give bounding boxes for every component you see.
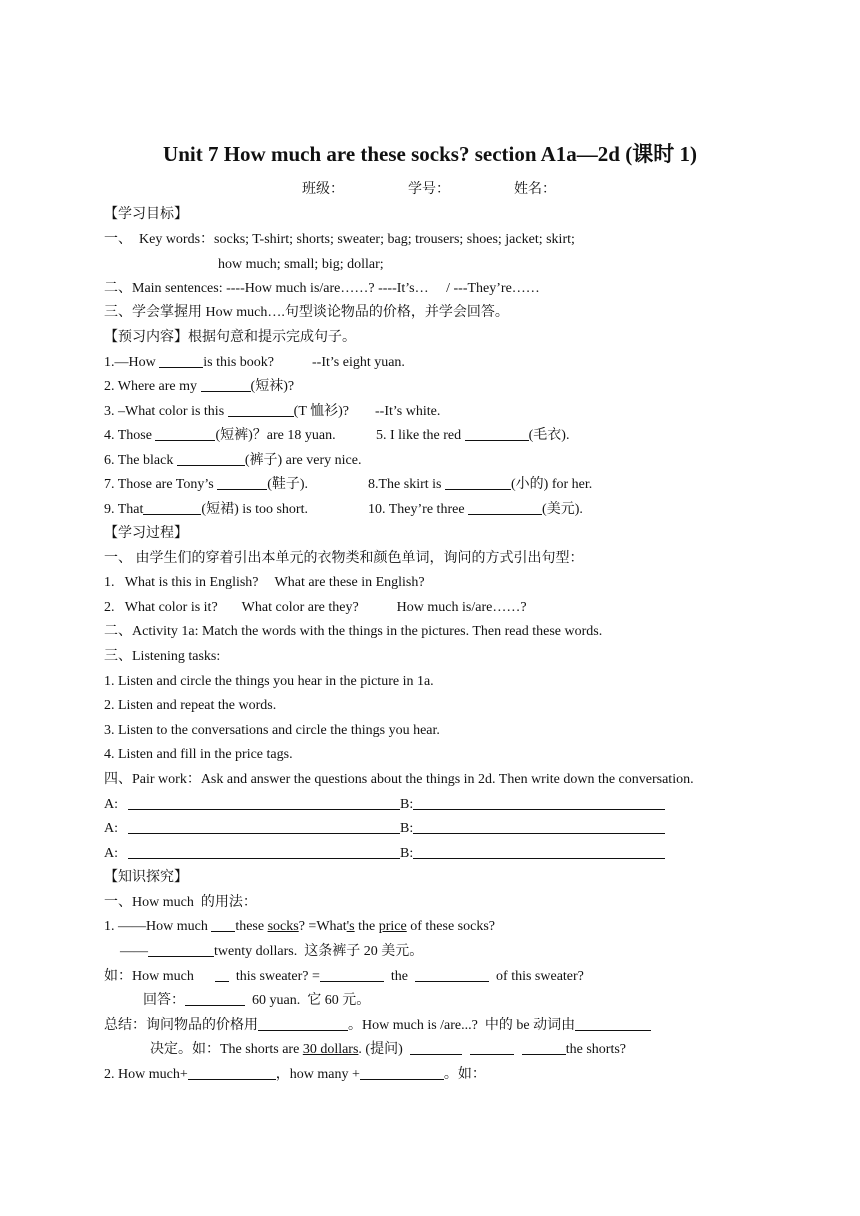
answer-blank[interactable] [468, 500, 542, 515]
exercise-text: (小的) for her. [511, 477, 593, 492]
preview-heading: 【预习内容】根据句意和提示完成句子。 [104, 330, 356, 345]
example-text: ? =What [298, 919, 347, 934]
answer-blank[interactable] [148, 942, 214, 957]
exercise-text: 4. Those [104, 428, 156, 443]
underlined-word: 30 dollars [302, 1042, 359, 1057]
process-step-3: 三、Listening tasks: [104, 649, 221, 664]
listening-task-4: 4. Listen and fill in the price tags. [104, 747, 293, 762]
answer-blank[interactable] [320, 967, 384, 982]
example-text: of this sweater? [489, 969, 584, 984]
summary-line-1 [104, 1016, 651, 1036]
exercise-text: (T 恤衫)? [293, 404, 349, 419]
question-text: 2. What color is it? [104, 600, 218, 615]
exercise-5 [376, 426, 569, 446]
answer-blank[interactable] [215, 967, 229, 982]
exercise-text: 1.—How [104, 355, 160, 370]
exercise-text: --It’s eight yuan. [312, 355, 405, 370]
summary-text: the shorts? [565, 1042, 627, 1057]
answer-blank[interactable] [188, 1065, 276, 1080]
main-sentences-line: 二、Main sentences: ----How much is/are……? ----It’s… / ---They’re…… [104, 281, 540, 296]
listening-task-3: 3. Listen to the conversations and circle the things you hear. [104, 723, 440, 738]
page-title: Unit 7 How much are these socks? section A1a—2d (课时 1) [163, 142, 697, 166]
question-text: How much is/are……? [396, 600, 527, 615]
exercise-1 [104, 353, 405, 373]
answer-blank[interactable] [211, 917, 235, 932]
process-heading: 【学习过程】 [104, 526, 188, 541]
speaker-b-label: B: [400, 821, 414, 836]
example-text: the [383, 969, 416, 984]
example-text: 。如： [443, 1067, 486, 1082]
class-field-label: 班级： [302, 182, 344, 197]
answer-blank[interactable] [410, 1040, 462, 1055]
listening-task-2: 2. Listen and repeat the words. [104, 698, 277, 713]
example-text: 60 yuan. 它 60 元。 [245, 993, 371, 1008]
underlined-word: price [378, 919, 407, 934]
summary-text: 决定。如：The shorts are [150, 1042, 303, 1057]
conversation-blank-a[interactable] [128, 795, 400, 810]
question-text: 1. What is this in English? [104, 575, 259, 590]
exercise-9 [104, 500, 308, 520]
exercise-text: 3. –What color is this [104, 404, 228, 419]
summary-text: 。How much is /are...? 中的 be 动词由 [348, 1018, 576, 1033]
process-step-2: 二、Activity 1a: Match the words with the things in the pictures. Then read these words. [104, 624, 603, 639]
goal-three-line: 三、学会掌握用 How much….句型谈论物品的价格，并学会回答。 [104, 305, 509, 320]
answer-blank[interactable] [470, 1040, 514, 1055]
process-step-4: 四、Pair work：Ask and answer the questions about the things in 2d. Then write down the conversation. [104, 772, 694, 787]
answer-blank[interactable] [465, 426, 529, 441]
exercise-8 [368, 475, 592, 495]
answer-blank[interactable] [155, 426, 215, 441]
exercise-text: 5. I like the red [376, 428, 465, 443]
speaker-a-label: A: [104, 846, 118, 861]
goals-heading: 【学习目标】 [104, 207, 188, 222]
exercise-text: (短袜)? [250, 379, 295, 394]
exercise-7 [104, 475, 308, 495]
exercise-text: 6. The black [104, 453, 177, 468]
answer-blank[interactable] [159, 353, 203, 368]
answer-blank[interactable] [360, 1065, 444, 1080]
exercise-text: (裤子) are very nice. [244, 453, 362, 468]
speaker-b-label: B: [400, 797, 414, 812]
speaker-a-label: A: [104, 797, 118, 812]
example-text: 如：How much [104, 969, 215, 984]
conversation-row [104, 844, 665, 864]
conversation-blank-b[interactable] [413, 819, 665, 834]
example-text: the [354, 919, 379, 934]
question-text: What are these in English? [274, 575, 425, 590]
answer-blank[interactable] [177, 451, 245, 466]
name-field-label: 姓名： [514, 182, 556, 197]
answer-blank[interactable] [575, 1016, 651, 1031]
answer-blank[interactable] [522, 1040, 566, 1055]
example-text: twenty dollars. 这条裤子 20 美元。 [214, 944, 424, 959]
student-number-field-label: 学号： [408, 182, 450, 197]
summary-line-2 [150, 1040, 626, 1060]
example-text: 回答： [143, 993, 185, 1008]
example-line-4 [143, 991, 370, 1011]
conversation-blank-b[interactable] [413, 795, 665, 810]
how-much-many-line [104, 1065, 486, 1085]
conversation-row [104, 795, 665, 815]
answer-blank[interactable] [185, 991, 245, 1006]
exercise-text: 8.The skirt is [368, 477, 445, 492]
exercise-2 [104, 377, 294, 397]
exercise-4 [104, 426, 336, 446]
conversation-blank-a[interactable] [128, 844, 400, 859]
underlined-word: socks [267, 919, 299, 934]
process-step-1: 一、 由学生们的穿着引出本单元的衣物类和颜色单词，询问的方式引出句型： [104, 551, 584, 566]
summary-text: 总结：询问物品的价格用 [104, 1018, 258, 1033]
question-line-1 [104, 573, 425, 593]
exercise-text: (毛衣). [528, 428, 570, 443]
exercise-text: (美元). [542, 502, 583, 517]
how-much-usage-heading: 一、How much 的用法： [104, 895, 257, 910]
example-text: —— [120, 944, 148, 959]
exercise-text: 10. They’re three [368, 502, 469, 517]
answer-blank[interactable] [415, 967, 489, 982]
example-line-2 [120, 942, 423, 962]
underlined-word: 's [346, 919, 355, 934]
question-line-2 [104, 598, 527, 618]
key-words-line-2: how much; small; big; dollar; [218, 257, 384, 272]
example-text: of these socks? [406, 919, 495, 934]
conversation-blank-b[interactable] [413, 844, 665, 859]
summary-text: . (提问) [358, 1042, 410, 1057]
exercise-text: (短裤)？are 18 yuan. [215, 428, 336, 443]
conversation-blank-a[interactable] [128, 819, 400, 834]
answer-blank[interactable] [445, 475, 511, 490]
exercise-text: 9. That [104, 502, 144, 517]
exercise-6 [104, 451, 361, 471]
answer-blank[interactable] [228, 402, 294, 417]
example-line-3 [104, 967, 584, 987]
listening-task-1: 1. Listen and circle the things you hear in the picture in 1a. [104, 674, 434, 689]
example-text: ，how many + [275, 1067, 360, 1082]
example-text: 1. ——How much [104, 919, 212, 934]
question-text: What color are they? [241, 600, 359, 615]
exercise-text: (鞋子). [267, 477, 309, 492]
exercise-3 [104, 402, 440, 422]
exercise-text: (短裙) is too short. [201, 502, 308, 517]
example-text: 2. How much+ [104, 1067, 188, 1082]
example-text: this sweater? = [228, 969, 320, 984]
exercise-text: is this book? [203, 355, 275, 370]
speaker-a-label: A: [104, 821, 118, 836]
answer-blank[interactable] [217, 475, 267, 490]
conversation-row [104, 819, 665, 839]
speaker-b-label: B: [400, 846, 414, 861]
answer-blank[interactable] [258, 1016, 348, 1031]
exercise-10 [368, 500, 583, 520]
key-words-line: 一、 Key words：socks; T-shirt; shorts; sweater; bag; trousers; shoes; jacket; skirt; [104, 232, 575, 247]
knowledge-heading: 【知识探究】 [104, 870, 188, 885]
exercise-text: 2. Where are my [104, 379, 201, 394]
answer-blank[interactable] [143, 500, 201, 515]
example-text: these [235, 919, 268, 934]
answer-blank[interactable] [201, 377, 251, 392]
exercise-text: --It’s white. [375, 404, 441, 419]
exercise-text: 7. Those are Tony’s [104, 477, 218, 492]
example-line-1 [104, 917, 495, 937]
